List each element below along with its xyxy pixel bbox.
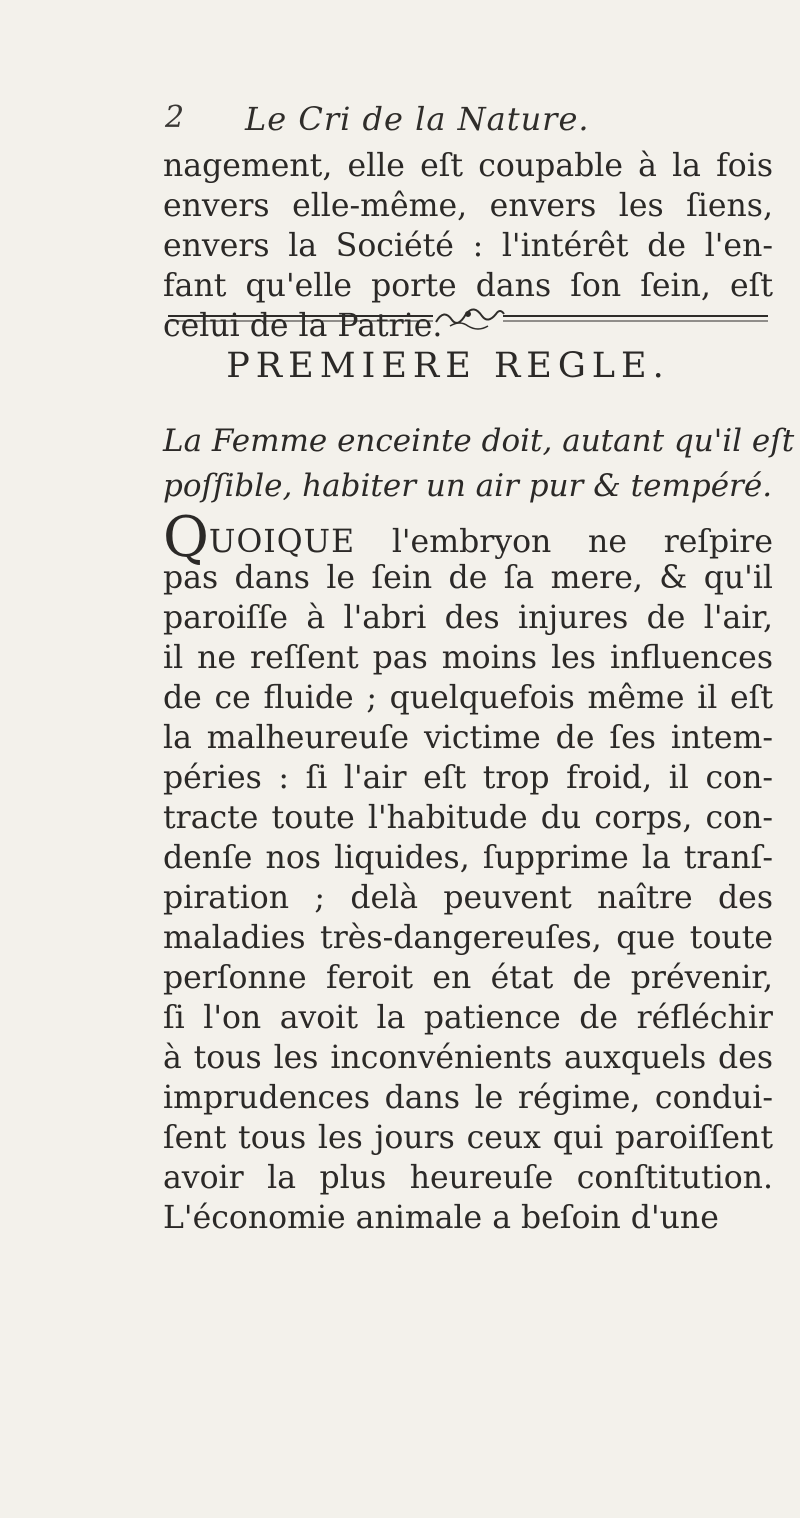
text-line: pas dans le ſein de ſa mere, & qu'il bbox=[163, 560, 773, 596]
text-line: piration ; delà peuvent naître des bbox=[163, 880, 773, 916]
ornamental-divider bbox=[168, 308, 768, 330]
text-line: à tous les inconvénients auxquels des bbox=[163, 1040, 773, 1076]
text-line: imprudences dans le régime, condui- bbox=[163, 1080, 773, 1116]
text-line: péries : ſi l'air eſt trop froid, il con- bbox=[163, 760, 773, 796]
text-line: perſonne feroit en état de prévenir, bbox=[163, 960, 773, 996]
subtitle-line: poſſible, habiter un air pur & tempéré. bbox=[163, 468, 773, 504]
text-line: ſent tous les jours ceux qui paroiſſent bbox=[163, 1120, 773, 1156]
text-line: L'économie animale a beſoin d'une bbox=[163, 1200, 719, 1236]
text-line: celui de la Patrie. bbox=[163, 308, 443, 344]
text-line: ſi l'on avoit la patience de réfléchir bbox=[163, 1000, 773, 1036]
running-title: Le Cri de la Nature. bbox=[245, 100, 590, 138]
rule-subtitle bbox=[163, 419, 795, 509]
text-line: fant qu'elle porte dans ſon ſein, eſt bbox=[163, 268, 773, 304]
main-paragraph bbox=[163, 505, 773, 1238]
rule-title: PREMIERE REGLE. bbox=[226, 346, 670, 386]
text-line: denſe nos liquides, ſupprime la tranſ- bbox=[163, 840, 773, 876]
text-line: la malheureuſe victime de ſes intem- bbox=[163, 720, 773, 756]
first-line-rest: l'embryon ne reſpire bbox=[355, 524, 773, 560]
text-line: avoir la plus heureuſe conſtitution. bbox=[163, 1160, 773, 1196]
text-line: paroiſſe à l'abri des injures de l'air, bbox=[163, 600, 773, 636]
text-line: il ne reſſent pas moins les influences bbox=[163, 640, 773, 676]
page-number: 2 bbox=[165, 100, 185, 135]
text-line-first bbox=[163, 505, 773, 570]
drop-cap: Q bbox=[163, 505, 209, 570]
text-line: tracte toute l'habitude du corps, con- bbox=[163, 800, 773, 836]
text-line: nagement, elle eſt coupable à la fois bbox=[163, 148, 773, 184]
first-word: UOIQUE bbox=[208, 524, 356, 560]
text-line: envers la Société : l'intérêt de l'en- bbox=[163, 228, 773, 264]
text-line: envers elle-même, envers les ſiens, bbox=[163, 188, 773, 224]
subtitle-line: La Femme enceinte doit, autant qu'il eſt bbox=[163, 423, 795, 459]
text-line: maladies très-dangereuſes, que toute bbox=[163, 920, 773, 956]
page-header bbox=[165, 100, 645, 140]
text-line: de ce fluide ; quelquefois même il eſt bbox=[163, 680, 773, 716]
